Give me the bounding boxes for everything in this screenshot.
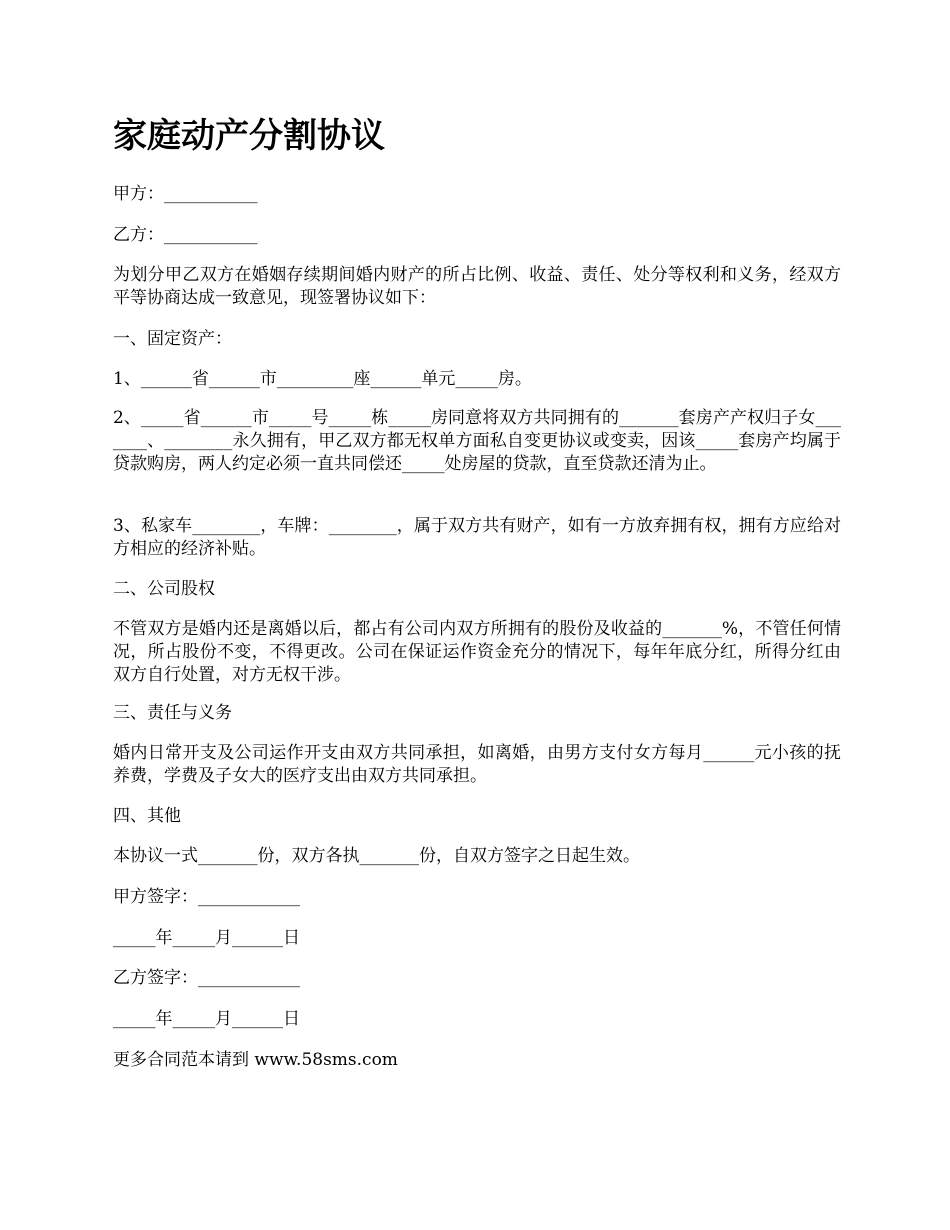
document-title: 家庭动产分割协议 bbox=[113, 116, 385, 156]
other-paragraph: 本协议一式_______份，双方各执_______份，自双方签字之日起生效。 bbox=[113, 846, 640, 866]
clause-2: 2、_____省______市_____号_____栋_____房同意将双方共同拥有的_______套房产产权归子女_______、________永久拥有，甲乙双方都无权单方面私自变更协议或变卖，因该_____套房产均属于贷款购房，两人约定必须一直共同偿还_____处房屋的贷款，直至贷款还清为止。 bbox=[113, 408, 841, 474]
section-heading-fixed-assets: 一、固定资产： bbox=[113, 329, 232, 349]
footer-note: 更多合同范本请到 www.58sms.com bbox=[113, 1050, 398, 1070]
party-b-line: 乙方：___________ bbox=[113, 225, 258, 245]
section-heading-duties: 三、责任与义务 bbox=[113, 703, 232, 723]
duties-paragraph: 婚内日常开支及公司运作开支由双方共同承担，如离婚，由男方支付女方每月______元小孩的抚养费，学费及子女大的医疗支出由双方共同承担。 bbox=[113, 743, 841, 786]
clause-1: 1、______省______市_________座______单元_____房。 bbox=[113, 369, 532, 389]
section-heading-other: 四、其他 bbox=[113, 806, 181, 826]
equity-paragraph: 不管双方是婚内还是离婚以后，都占有公司内双方所拥有的股份及收益的_______%，不管任何情况，所占股份不变，不得更改。公司在保证运作资金充分的情况下，每年年底分红，所得分红由双方自行处置，对方无权干涉。 bbox=[113, 619, 841, 685]
party-a-line: 甲方：___________ bbox=[113, 184, 258, 204]
party-a-signature-line: 甲方签字：____________ bbox=[113, 887, 300, 907]
party-b-date-line: _____年_____月______日 bbox=[113, 1009, 300, 1029]
intro-paragraph: 为划分甲乙双方在婚姻存续期间婚内财产的所占比例、收益、责任、处分等权利和义务，经双方平等协商达成一致意见，现签署协议如下： bbox=[113, 265, 841, 308]
party-a-date-line: _____年_____月______日 bbox=[113, 928, 300, 948]
section-heading-equity: 二、公司股权 bbox=[113, 579, 215, 599]
party-b-signature-line: 乙方签字：____________ bbox=[113, 968, 300, 988]
clause-3: 3、私家车________，车牌：________，属于双方共有财产，如有一方放弃拥有权，拥有方应给对方相应的经济补贴。 bbox=[113, 516, 841, 559]
